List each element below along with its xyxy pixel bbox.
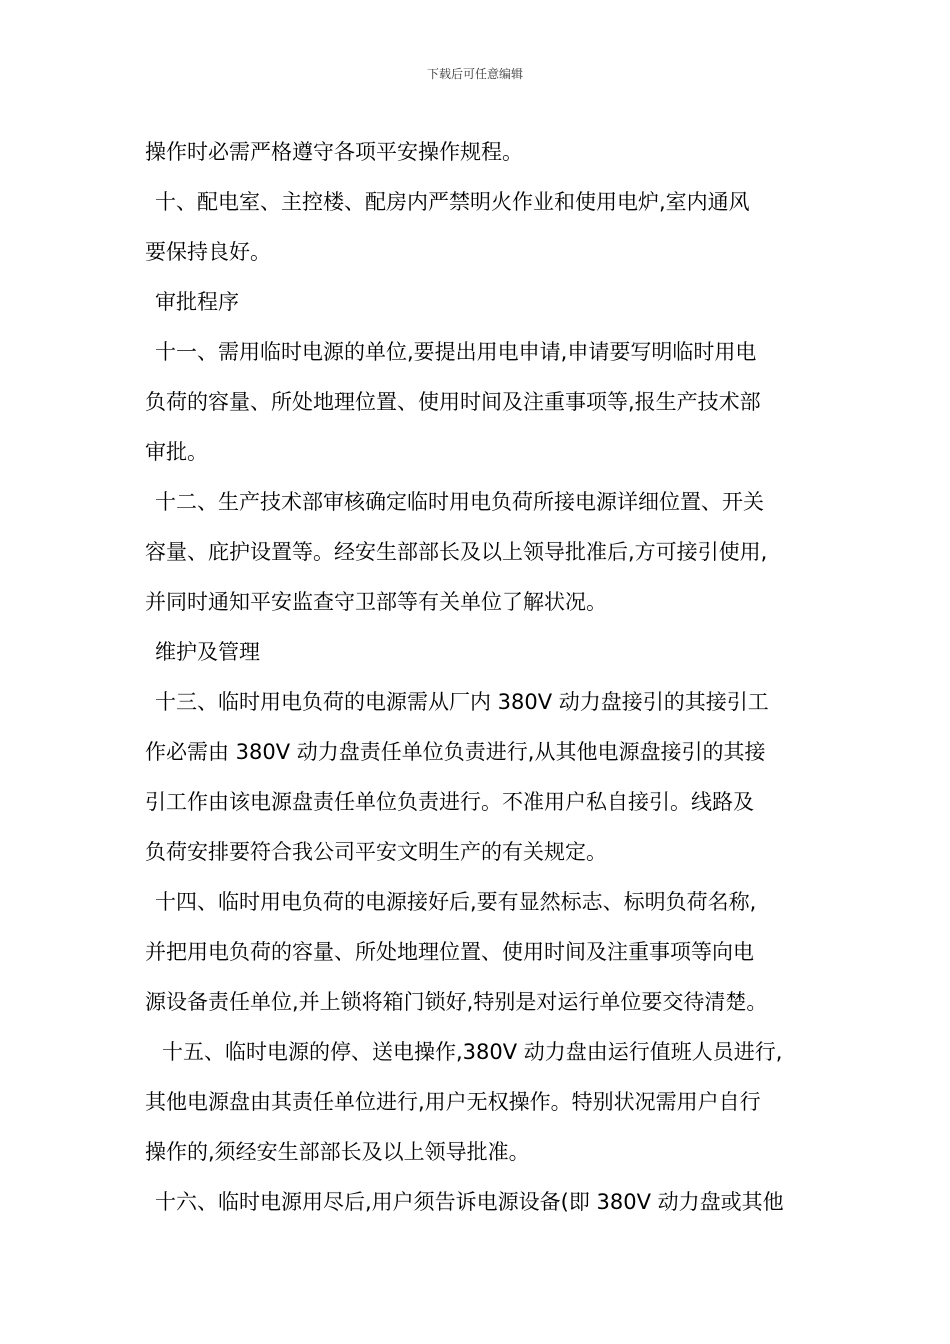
- clause-15-line-1: 十五、临时电源的停、送电操作,380V 动力盘由运行值班人员进行,: [162, 1040, 783, 1064]
- clause-15-line-2: 其他电源盘由其责任单位进行,用户无权操作。特别状况需用户自行: [145, 1090, 761, 1114]
- clause-16-line-1: 十六、临时电源用尽后,用户须告诉电源设备(即 380V 动力盘或其他: [155, 1190, 784, 1214]
- document-body: [145, 130, 810, 1230]
- text-line-1: 操作时必需严格遵守各项平安操作规程。: [145, 140, 523, 164]
- clause-11-line-2: 负荷的容量、所处地理位置、使用时间及注重事项等,报生产技术部: [145, 390, 761, 414]
- clause-14-line-1: 十四、临时用电负荷的电源接好后,要有显然标志、标明负荷名称,: [155, 890, 757, 914]
- section-heading-approval: 审批程序: [155, 290, 239, 314]
- clause-13-line-3: 引工作由该电源盘责任单位负责进行。不准用户私自接引。线路及: [145, 790, 754, 814]
- clause-10-line-2: 要保持良好。: [145, 240, 271, 264]
- clause-12-line-1: 十二、生产技术部审核确定临时用电负荷所接电源详细位置、开关: [155, 490, 764, 514]
- clause-13-line-2: 作必需由 380V 动力盘责任单位负责进行,从其他电源盘接引的其接: [145, 740, 766, 764]
- clause-13-line-1: 十三、临时用电负荷的电源需从厂内 380V 动力盘接引的其接引工: [155, 690, 769, 714]
- clause-14-line-2: 并把用电负荷的容量、所处地理位置、使用时间及注重事项等向电: [145, 940, 754, 964]
- clause-14-line-3: 源设备责任单位,并上锁将箱门锁好,特别是对运行单位要交待清楚。: [145, 990, 768, 1014]
- clause-13-line-4: 负荷安排要符合我公司平安文明生产的有关规定。: [145, 840, 607, 864]
- clause-12-line-2: 容量、庇护设置等。经安生部部长及以上领导批准后,方可接引使用,: [145, 540, 768, 564]
- clause-10-line-1: 十、配电室、主控楼、配房内严禁明火作业和使用电炉,室内通风: [155, 190, 750, 214]
- section-heading-maintenance: 维护及管理: [155, 640, 260, 664]
- clause-11-line-1: 十一、需用临时电源的单位,要提出用电申请,申请要写明临时用电: [155, 340, 757, 364]
- clause-12-line-3: 并同时通知平安监查守卫部等有关单位了解状况。: [145, 590, 607, 614]
- page-header: 下载后可任意编辑: [426, 67, 523, 81]
- clause-15-line-3: 操作的,须经安生部部长及以上领导批准。: [145, 1140, 530, 1164]
- clause-11-line-3: 审批。: [145, 440, 208, 464]
